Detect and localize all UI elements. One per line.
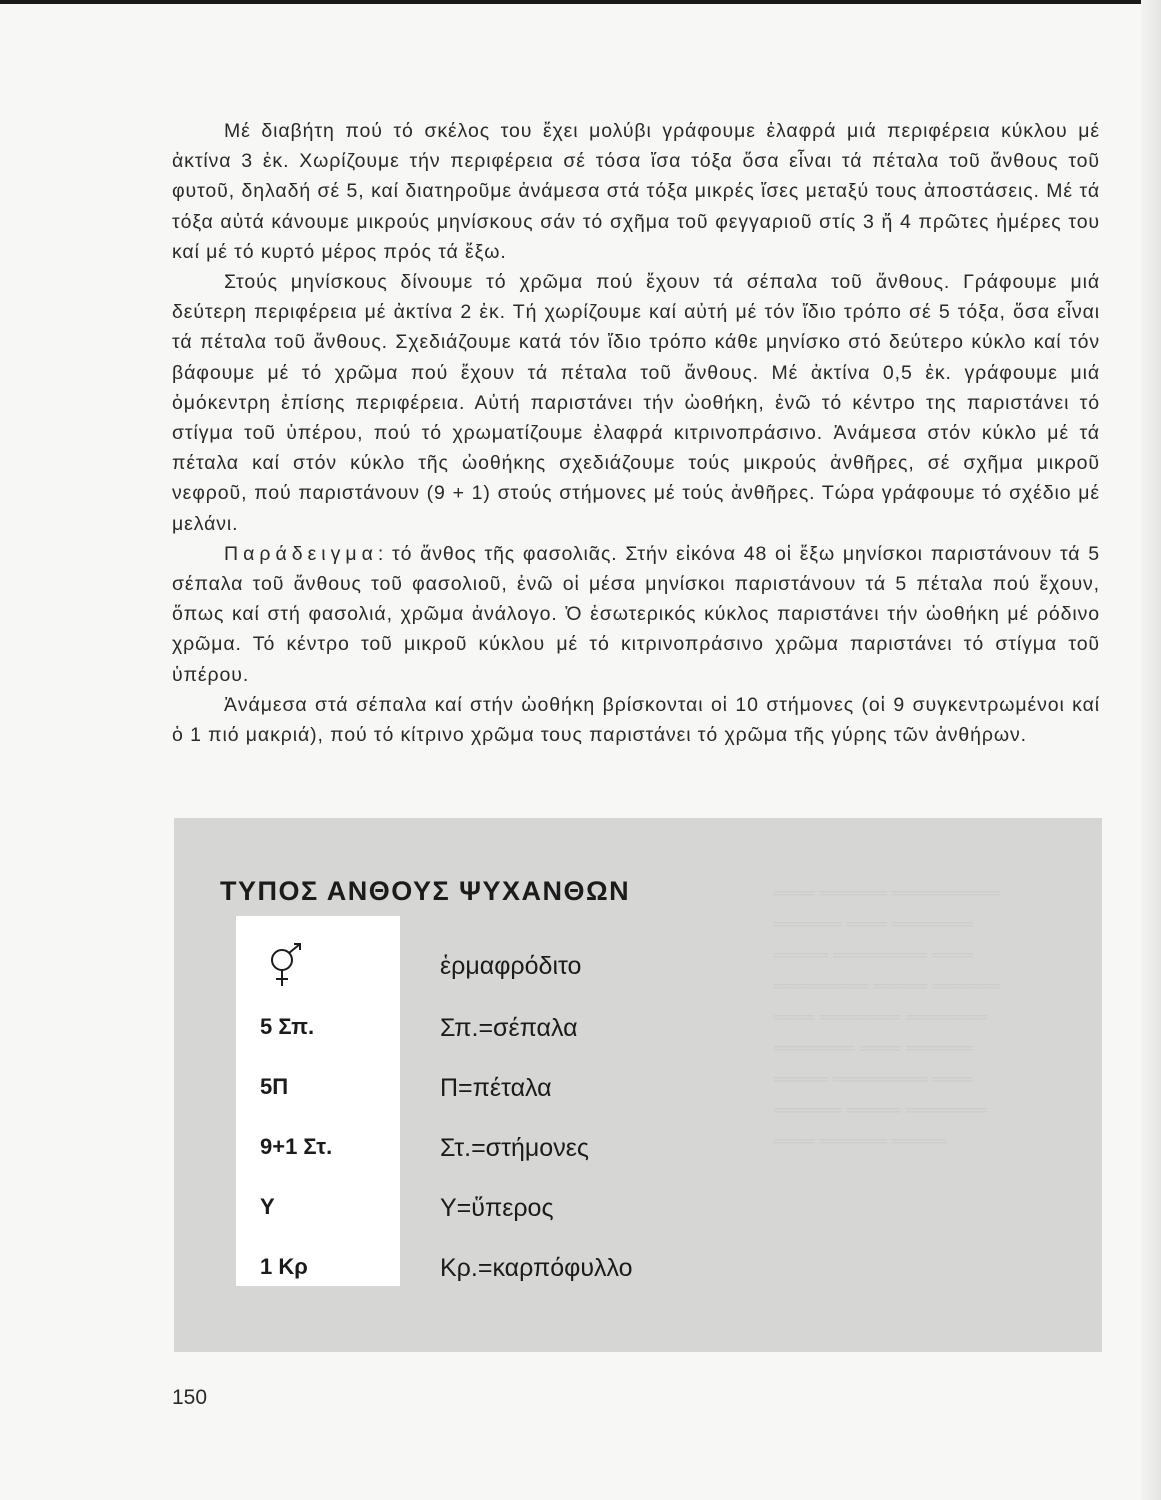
legend-row	[174, 1134, 1102, 1174]
example-text: : τό ἄνθος τῆς φασολιᾶς. Στήν εἰκόνα 48 οἱ ἔξω μηνίσκοι παριστάνουν τά 5 σέπαλα τοῦ ἄνθους τοῦ φασολιοῦ, ἐνῶ οἱ μέσα μηνίσκοι παριστάνουν τά 5 πέταλα πού ἔχουν, ὅπως καί στή φασολιά, χρῶμα ἀνάλογο. Ὁ ἐσωτερικός κύκλος παριστάνει τήν ὠοθήκη μέ ρόδινο χρῶμα. Τό κέντρο τοῦ μικροῦ κύκλου μέ τό κιτρινοπράσινο χρῶμα παριστάνει τό στίγμα τοῦ ὑπέρου.	[172, 542, 1100, 686]
paragraph-2: Στούς μηνίσκους δίνουμε τό χρῶμα πού ἔχουν τά σέπαλα τοῦ ἄνθους. Γράφουμε μιά δεύτερη περιφέρεια μέ ἀκτίνα 2 ἐκ. Τή χωρίζουμε καί αὐτή μέ τόν ἴδιο τρόπο σέ 5 τόξα, ὅσα εἶναι τά πέταλα τοῦ ἄνθους. Σχεδιάζουμε κατά τόν ἴδιο τρόπο κάθε μηνίσκο στό δεύτερο κύκλο καί τόν βάφουμε μέ τό χρῶμα πού ἔχουν τά πέταλα τοῦ ἄνθους. Μέ ἀκτίνα 0,5 ἐκ. γράφουμε μιά ὁμόκεντρη ἐπίσης περιφέρεια. Αὐτή παριστάνει τήν ὠοθήκη, ἐνῶ τό κέντρο της παριστάνει τό στίγμα τοῦ ὑπέρου, πού τό χρωματίζουμε ἐλαφρά κιτρινοπράσινο. Ἀνάμεσα στόν κύκλο μέ τά πέταλα καί στόν κύκλο τῆς ὠοθήκης σχεδιάζουμε τούς μικρούς ἀνθῆρες, σέ σχῆμα μικροῦ νεφροῦ, πού παριστάνουν (9 + 1) στούς στήμονες μέ τούς ἀνθῆρες. Τώρα γράφουμε τό σχέδιο μέ μελάνι.	[172, 271, 1100, 535]
legend-row	[174, 1014, 1102, 1054]
page-number: 150	[172, 1386, 208, 1409]
legend-symbol: 1 Κρ	[260, 1254, 308, 1279]
legend-row	[174, 1074, 1102, 1114]
hermaphrodite-icon	[266, 942, 306, 990]
legend-row	[174, 1194, 1102, 1234]
legend-row	[174, 952, 1102, 992]
page-right-shadow	[1141, 0, 1161, 1500]
flower-type-figure	[174, 818, 1102, 1352]
legend-symbol: 5Π	[260, 1074, 289, 1099]
legend-description: Κρ.=καρπόφυλλο	[440, 1254, 633, 1282]
legend-description: ἑρμαφρόδιτο	[440, 952, 582, 980]
legend-row	[174, 1254, 1102, 1294]
figure-title: ΤΥΠΟΣ ΑΝΘΟΥΣ ΨΥΧΑΝΘΩΝ	[220, 876, 631, 906]
paragraph-1: Μέ διαβήτη πού τό σκέλος του ἔχει μολύβι γράφουμε ἐλαφρά μιά περιφέρεια κύκλου μέ ἀκτίνα 3 ἐκ. Χωρίζουμε τήν περιφέρεια σέ τόσα ἴσα τόξα ὅσα εἶναι τά πέταλα τοῦ ἄνθους τοῦ φυτοῦ, δηλαδή σέ 5, καί διατηροῦμε ἀνάμεσα στά τόξα μικρές ἴσες μεταξύ τους ἀποστάσεις. Μέ τά τόξα αὐτά κάνουμε μικρούς μηνίσκους σάν τό σχῆμα τοῦ φεγγαριοῦ στίς 3 ἤ 4 πρῶτες ἡμέρες του καί μέ τό κυρτό μέρος πρός τά ἔξω.	[172, 120, 1100, 263]
body-text	[172, 116, 1100, 750]
legend-description: Σπ.=σέπαλα	[440, 1014, 578, 1042]
bleed-through-texture: ═══ ═════ ════════ ═════ ═══ ══════ ════ ═══════ ═══ ═══════ ════ ═════ ═══ ══════ ══════ ══════ ═══ ═════ ════ ═══════ ═══ ═════ ════ ══════ ═══ ═════ ════	[774, 883, 1000, 1152]
page-top-edge	[0, 0, 1161, 4]
legend-symbol: 5 Σπ.	[260, 1014, 315, 1039]
paragraph-closing: Ἀνάμεσα στά σέπαλα καί στήν ὠοθήκη βρίσκονται οἱ 10 στήμονες (οἱ 9 συγκεντρωμένοι καί ὁ 1 πιό μακριά), πού τό κίτρινο χρῶμα τους παριστάνει τό χρῶμα τῆς γύρης τῶν ἀνθήρων.	[172, 693, 1100, 747]
legend-description: Π=πέταλα	[440, 1074, 552, 1102]
legend-description: Υ=ὕπερος	[440, 1194, 554, 1222]
legend-description: Στ.=στήμονες	[440, 1134, 589, 1162]
legend-symbol: 9+1 Στ.	[260, 1134, 333, 1159]
example-label: Παράδειγμα	[224, 542, 378, 565]
legend-symbol: Υ	[260, 1194, 275, 1219]
paragraph-example	[172, 539, 1100, 690]
